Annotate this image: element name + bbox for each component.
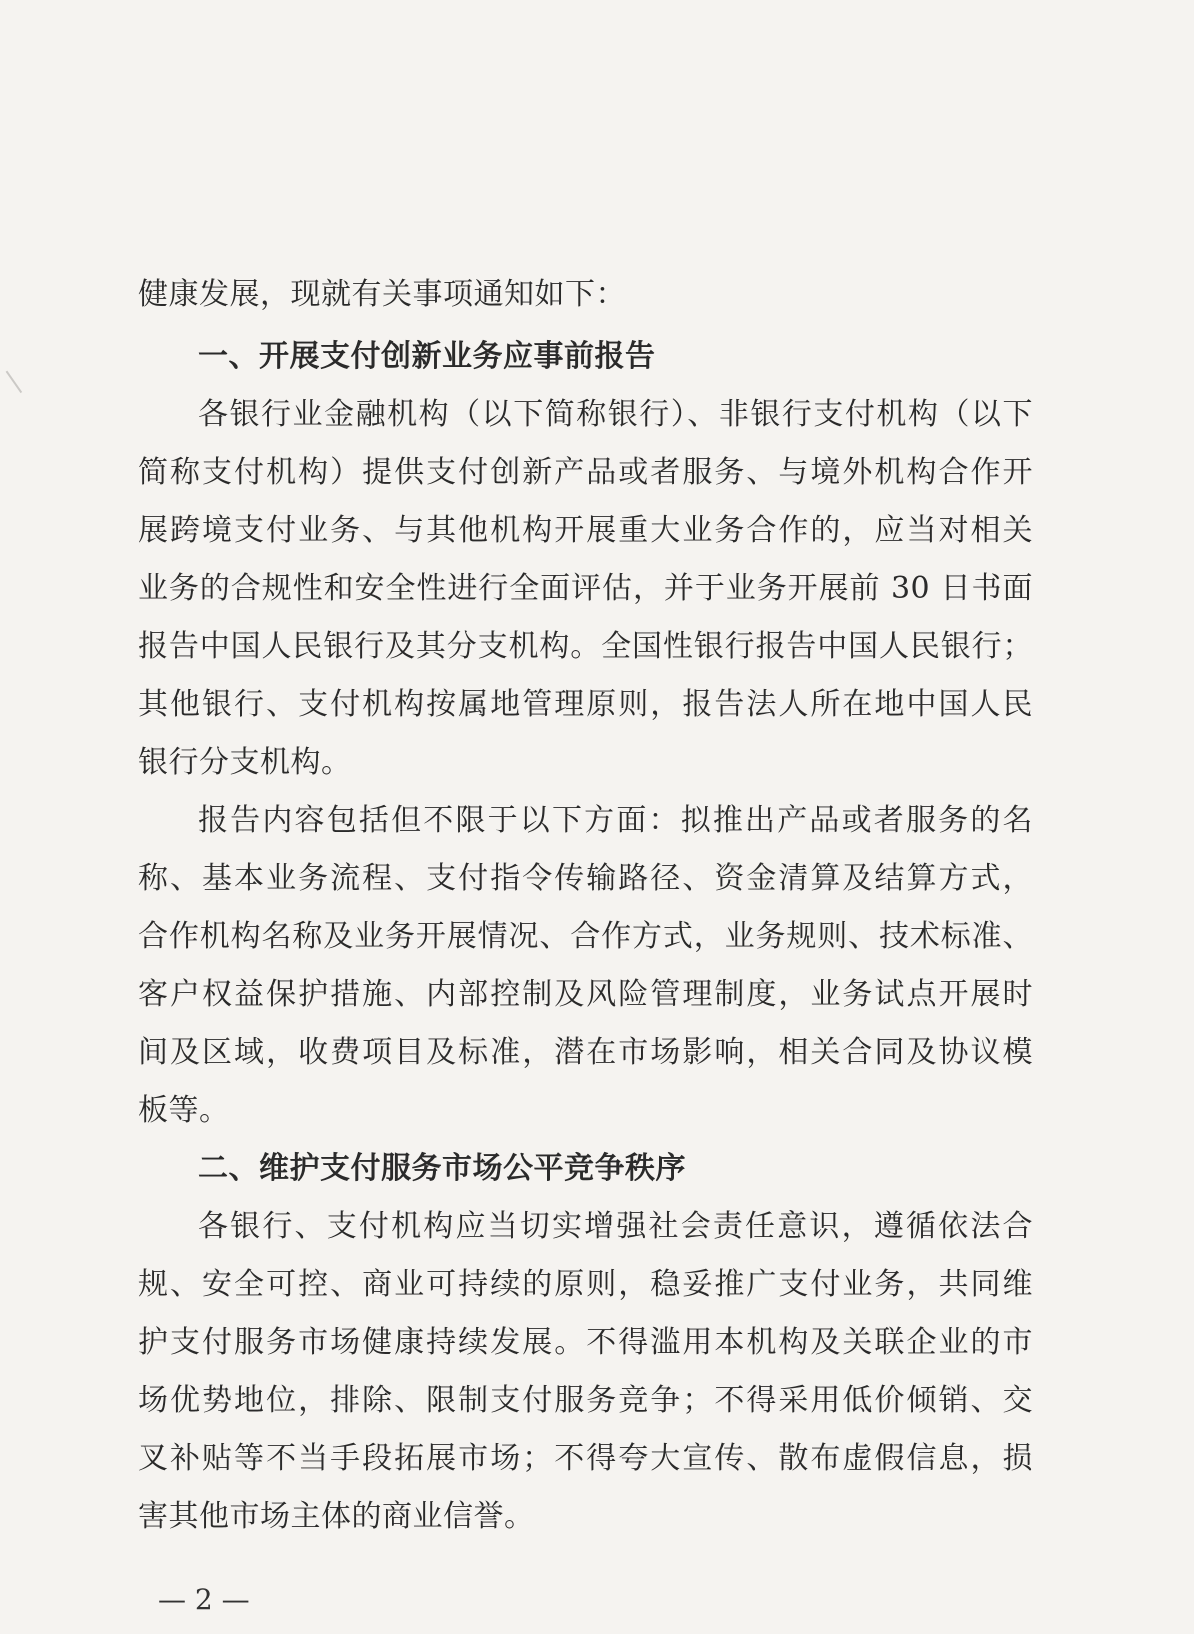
text-line: 客户权益保护措施、内部控制及风险管理制度，业务试点开展时: [138, 977, 1033, 1012]
text-line: 叉补贴等不当手段拓展市场；不得夸大宣传、散布虚假信息，损: [138, 1441, 1033, 1476]
text-line: 业务的合规性和安全性进行全面评估，并于业务开展前 30 日书面: [138, 571, 1033, 606]
page-number: — 2 —: [158, 1583, 250, 1616]
text-line: 间及区域，收费项目及标准，潜在市场影响，相关合同及协议模: [138, 1035, 1033, 1070]
text-line: 展跨境支付业务、与其他机构开展重大业务合作的，应当对相关: [138, 513, 1033, 548]
text-line: 场优势地位，排除、限制支付服务竞争；不得采用低价倾销、交: [138, 1383, 1033, 1418]
text-line: 各银行、支付机构应当切实增强社会责任意识，遵循依法合: [198, 1209, 1033, 1244]
text-line: 银行分支机构。: [138, 745, 352, 780]
text-line: 其他银行、支付机构按属地管理原则，报告法人所在地中国人民: [138, 687, 1033, 722]
text-line: 简称支付机构）提供支付创新产品或者服务、与境外机构合作开: [138, 455, 1033, 490]
text-line: 称、基本业务流程、支付指令传输路径、资金清算及结算方式，: [138, 861, 1033, 896]
text-line: 合作机构名称及业务开展情况、合作方式，业务规则、技术标准、: [138, 919, 1033, 954]
text-line: 护支付服务市场健康持续发展。不得滥用本机构及关联企业的市: [138, 1325, 1033, 1360]
section-2-heading: 二、维护支付服务市场公平竞争秩序: [198, 1151, 686, 1186]
scan-mark: [6, 365, 31, 393]
text-line: 报告中国人民银行及其分支机构。全国性银行报告中国人民银行；: [138, 629, 1033, 664]
intro-line: 健康发展，现就有关事项通知如下：: [138, 277, 626, 312]
text-line: 害其他市场主体的商业信誉。: [138, 1499, 535, 1534]
document-body: [138, 266, 1033, 1546]
text-line: 报告内容包括但不限于以下方面：拟推出产品或者服务的名: [198, 803, 1033, 838]
section-1-paragraph-1: [138, 386, 1033, 792]
text-line: 各银行业金融机构（以下简称银行）、非银行支付机构（以下: [198, 397, 1033, 432]
section-1-paragraph-2: [138, 792, 1033, 1140]
text-line: 规、安全可控、商业可持续的原则，稳妥推广支付业务，共同维: [138, 1267, 1033, 1302]
section-2-paragraph-1: [138, 1198, 1033, 1546]
text-line: 板等。: [138, 1093, 230, 1128]
section-1-heading: 一、开展支付创新业务应事前报告: [198, 339, 656, 374]
